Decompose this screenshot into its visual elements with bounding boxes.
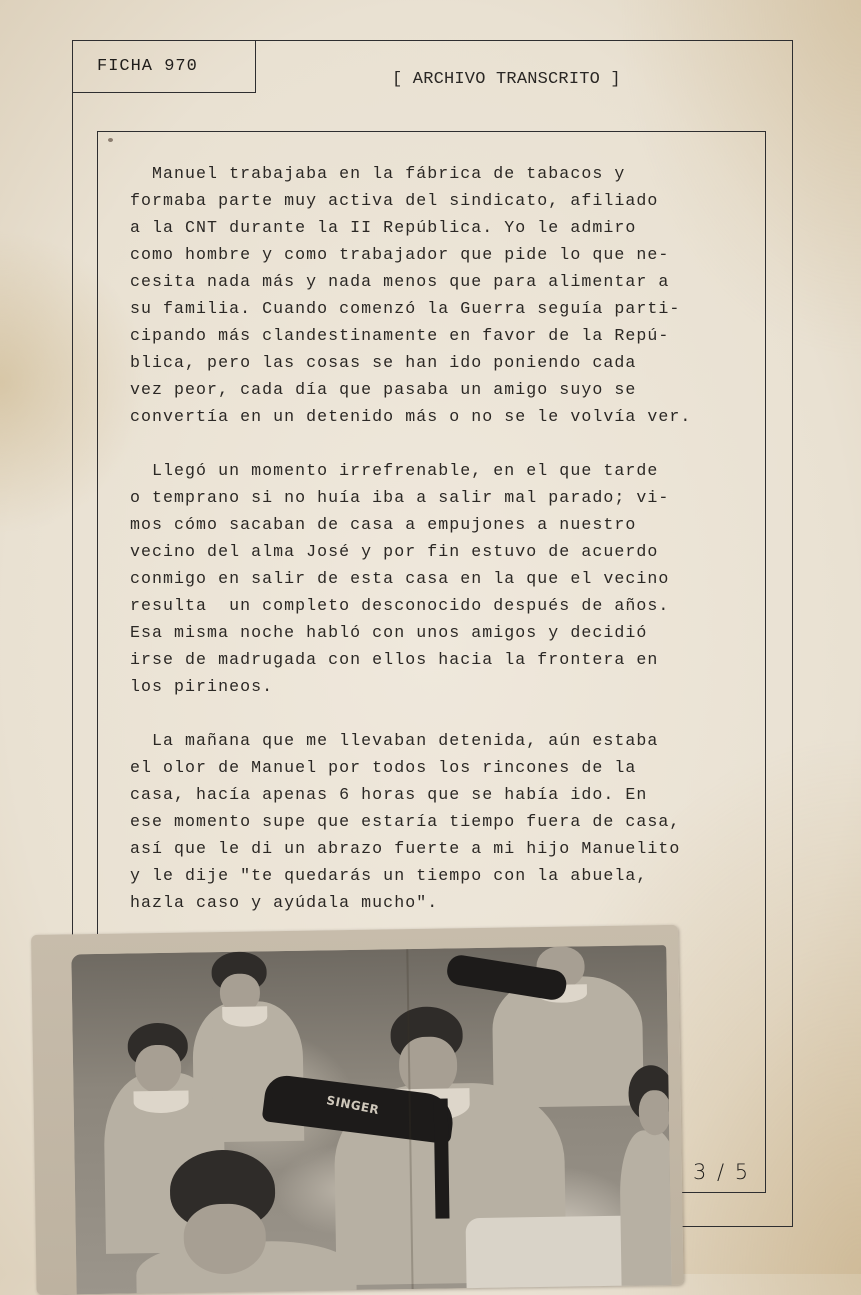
file-label: FICHA 970	[97, 57, 198, 76]
text-line: hazla caso y ayúdala mucho".	[130, 893, 439, 912]
paragraph-3	[130, 727, 750, 916]
page-indicator: 3 / 5	[693, 1160, 751, 1184]
text-line: conmigo en salir de esta casa en la que el vecino	[130, 569, 670, 588]
text-line: vez peor, cada día que pasaba un amigo suyo se	[130, 380, 637, 399]
transcribed-text	[130, 160, 750, 943]
text-line: Manuel trabajaba en la fábrica de tabacos y	[130, 164, 626, 183]
text-line: los pirineos.	[130, 677, 274, 696]
archive-label: [ ARCHIVO TRANSCRITO ]	[392, 70, 621, 89]
text-line: ese momento supe que estaría tiempo fuera de casa,	[130, 812, 681, 831]
text-line: cipando más clandestinamente en favor de la Repú-	[130, 326, 670, 345]
machine-brand-label: SINGER	[325, 1093, 381, 1118]
text-line: como hombre y como trabajador que pide lo que ne-	[130, 245, 670, 264]
text-line: así que le di un abrazo fuerte a mi hijo Manuelito	[130, 839, 681, 858]
text-line: Llegó un momento irrefrenable, en el que tarde	[130, 461, 659, 480]
text-line: vecino del alma José y por fin estuvo de acuerdo	[130, 542, 659, 561]
text-line: o temprano si no huía iba a salir mal parado; vi-	[130, 488, 670, 507]
text-line: convertía en un detenido más o no se le volvía ver.	[130, 407, 692, 426]
text-line: resulta un completo desconocido después de años.	[130, 596, 670, 615]
text-line: blica, pero las cosas se han ido poniendo cada	[130, 353, 637, 372]
paragraph-2	[130, 457, 750, 700]
text-line: irse de madrugada con ellos hacia la frontera en	[130, 650, 659, 669]
paragraph-1	[130, 160, 750, 430]
text-line: formaba parte muy activa del sindicato, afiliado	[130, 191, 659, 210]
text-line: el olor de Manuel por todos los rincones de la	[130, 758, 637, 777]
text-line: cesita nada más y nada menos que para alimentar a	[130, 272, 670, 291]
text-line: La mañana que me llevaban detenida, aún estaba	[130, 731, 659, 750]
paper-speck	[108, 138, 113, 142]
photo-image-sewing-workshop	[71, 945, 671, 1294]
vintage-photo	[31, 925, 684, 1295]
text-line: mos cómo sacaban de casa a empujones a nuestro	[130, 515, 637, 534]
text-line: y le dije "te quedarás un tiempo con la abuela,	[130, 866, 648, 885]
text-line: a la CNT durante la II República. Yo le admiro	[130, 218, 637, 237]
file-tag	[72, 40, 256, 93]
text-line: Esa misma noche habló con unos amigos y decidió	[130, 623, 648, 642]
sewing-machine-arm	[434, 1098, 450, 1218]
text-line: casa, hacía apenas 6 horas que se había ido. En	[130, 785, 648, 804]
text-line: su familia. Cuando comenzó la Guerra seguía parti-	[130, 299, 681, 318]
